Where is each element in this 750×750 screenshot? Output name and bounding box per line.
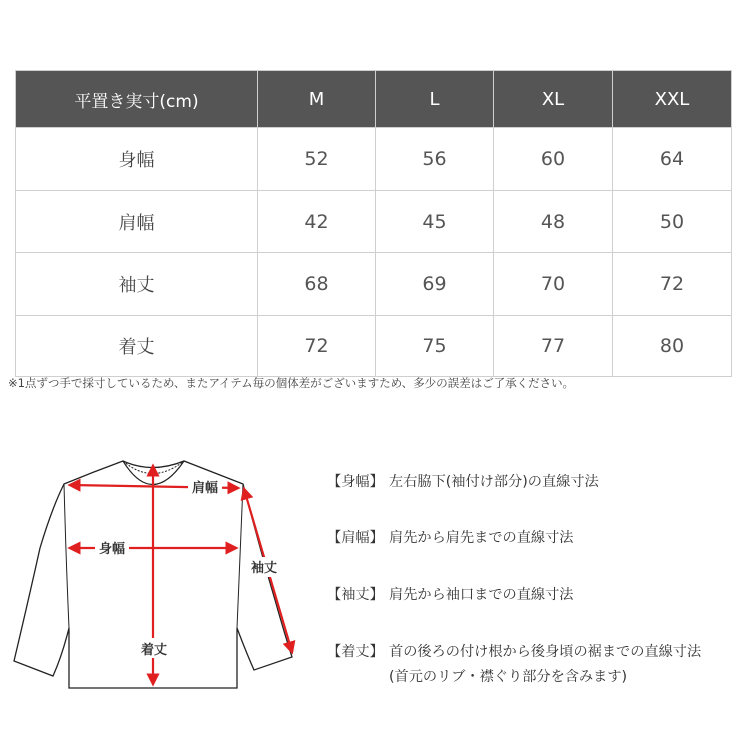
table-cell: 50 [613, 191, 732, 253]
table-cell: 45 [376, 191, 494, 253]
legend-key: 【袖丈】 [327, 587, 384, 603]
legend-key: 【身幅】 [327, 474, 384, 490]
table-row [16, 316, 732, 377]
row-label-length: 着丈 [16, 316, 258, 377]
header-size-l: L [376, 71, 494, 128]
table-cell: 42 [258, 191, 376, 253]
shoulder-label: 肩幅 [191, 481, 219, 496]
legend-item-length [327, 641, 701, 661]
table-row [16, 253, 732, 316]
legend-text: 首の後ろの付け根から後身頃の裾までの直線寸法 [389, 644, 702, 660]
legend-text: 肩先から袖口までの直線寸法 [389, 587, 574, 603]
table-cell: 72 [613, 253, 732, 316]
legend-text: 左右脇下(袖付け部分)の直線寸法 [389, 474, 599, 490]
header-size-xl: XL [494, 71, 613, 128]
table-cell: 56 [376, 128, 494, 191]
row-label-chest: 身幅 [16, 128, 258, 191]
legend-text: 肩先から肩先までの直線寸法 [389, 530, 574, 546]
table-cell: 69 [376, 253, 494, 316]
legend-key: 【肩幅】 [327, 530, 384, 546]
legend-item-chest [327, 471, 599, 491]
table-cell: 72 [258, 316, 376, 377]
table-cell: 80 [613, 316, 732, 377]
table-cell: 60 [494, 128, 613, 191]
table-row [16, 191, 732, 253]
table-header-row [16, 71, 732, 128]
header-size-m: M [258, 71, 376, 128]
legend-key: 【着丈】 [327, 644, 384, 660]
table-cell: 75 [376, 316, 494, 377]
size-table [15, 70, 732, 377]
sleeve-label: 袖丈 [250, 561, 278, 576]
measurement-note: ※1点ずつ手で採寸しているため、またアイテム毎の個体差がございますため、多少の誤差はご了承ください。 [8, 376, 575, 390]
chest-label: 身幅 [98, 542, 126, 557]
table-cell: 70 [494, 253, 613, 316]
legend-length-continuation: (首元のリブ・襟ぐり部分を含みます) [389, 669, 628, 685]
legend-item-sleeve [327, 584, 573, 604]
table-cell: 68 [258, 253, 376, 316]
table-cell: 52 [258, 128, 376, 191]
table-cell: 77 [494, 316, 613, 377]
header-measurement: 平置き実寸(cm) [16, 71, 258, 128]
header-size-xxl: XXL [613, 71, 732, 128]
legend-item-shoulder [327, 527, 573, 547]
table-cell: 48 [494, 191, 613, 253]
row-label-sleeve: 袖丈 [16, 253, 258, 316]
row-label-shoulder: 肩幅 [16, 191, 258, 253]
table-cell: 64 [613, 128, 732, 191]
garment-diagram [0, 440, 320, 700]
length-label: 着丈 [140, 643, 168, 658]
table-row [16, 128, 732, 191]
